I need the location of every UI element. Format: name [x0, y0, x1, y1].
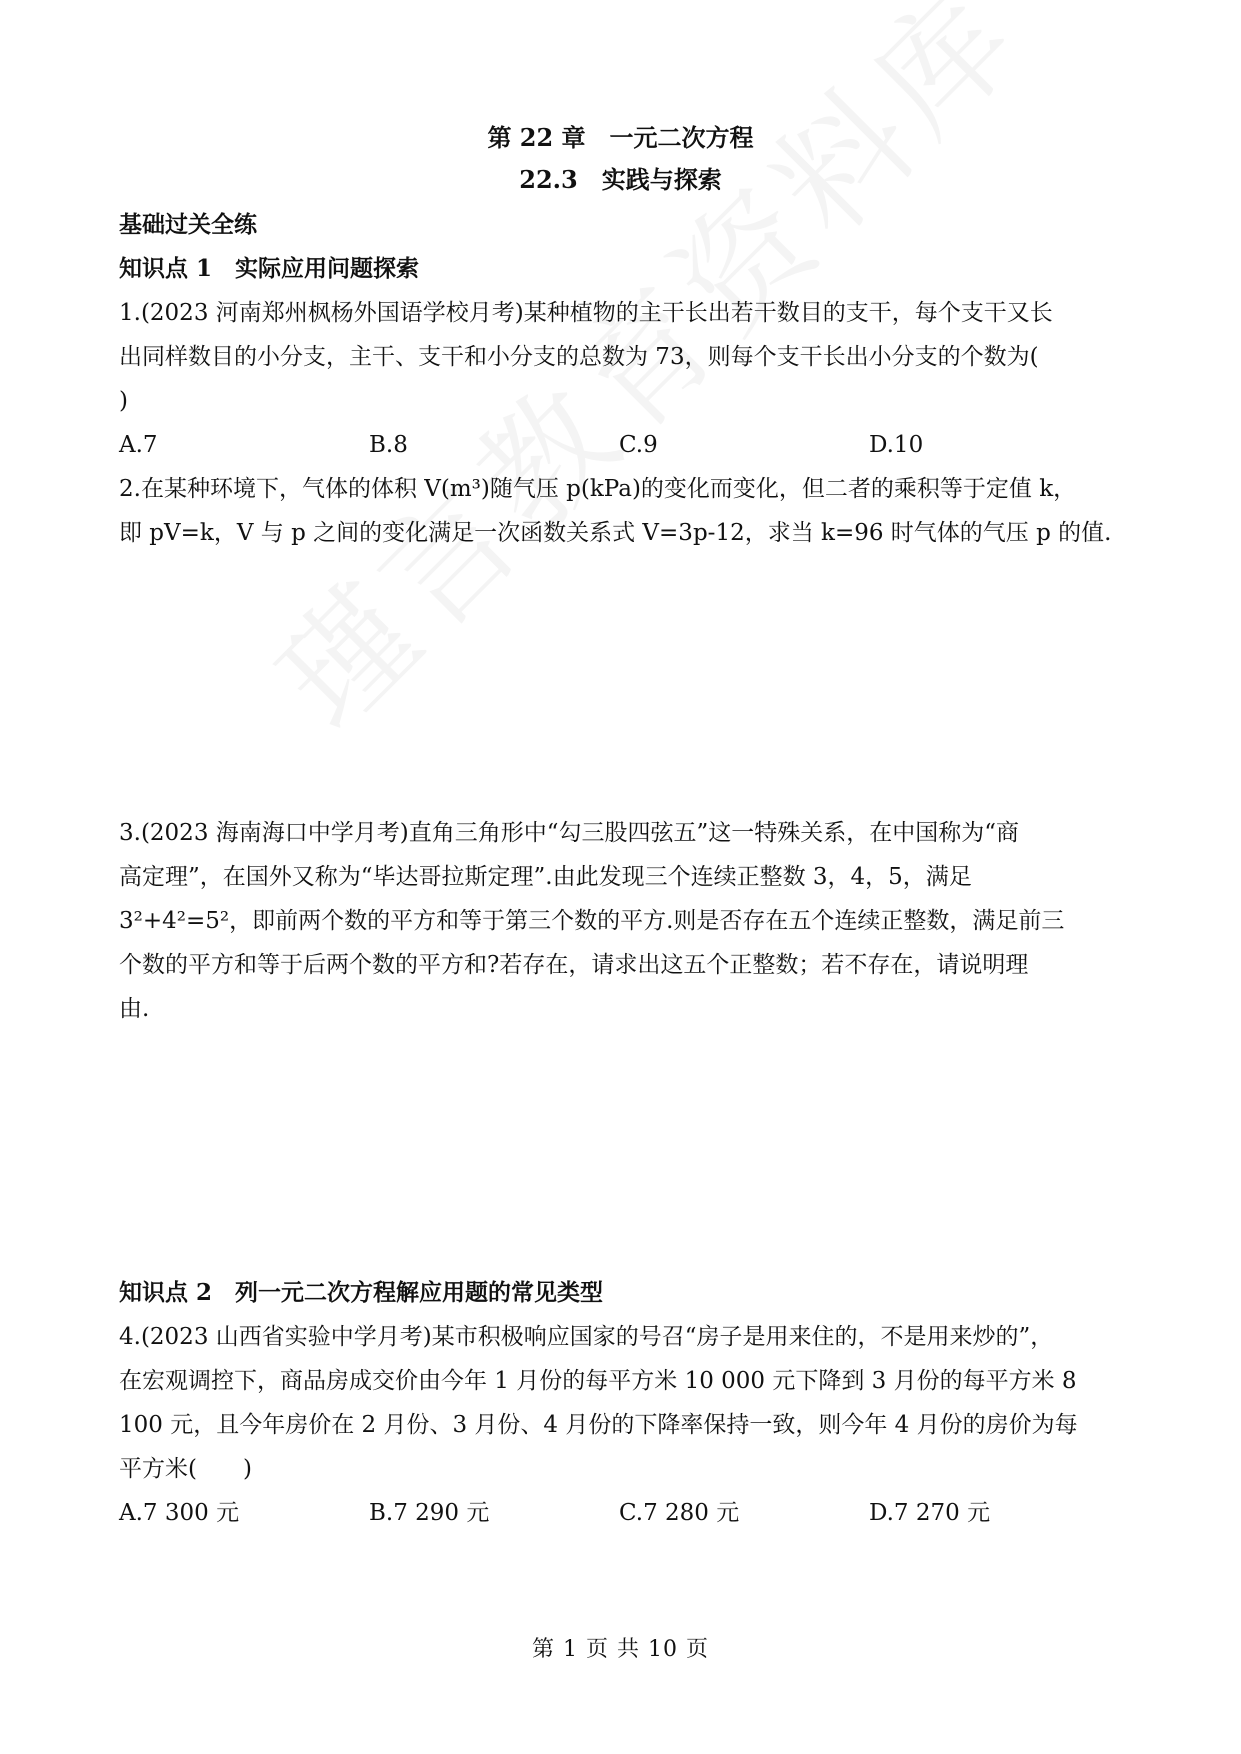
q1-option-a: A.7: [119, 432, 158, 458]
heading-knowledge-point-1: 知识点 1 实际应用问题探索: [119, 255, 420, 282]
q1-line3: ): [119, 388, 128, 414]
q4-line4: 平方米( ): [119, 1456, 252, 1482]
q1-line2: 出同样数目的小分支，主干、支干和小分支的总数为 73，则每个支干长出小分支的个数为(: [119, 344, 1039, 370]
q4-option-c: C.7 280 元: [619, 1500, 740, 1526]
q1-option-b: B.8: [369, 432, 408, 458]
heading-basic: 基础过关全练: [119, 211, 257, 238]
chapter-title: 第 22 章 一元二次方程: [487, 123, 754, 152]
q3-line2: 高定理”，在国外又称为“毕达哥拉斯定理”.由此发现三个连续正整数 3，4，5，满足: [119, 864, 972, 890]
q1-line1: 1.(2023 河南郑州枫杨外国语学校月考)某种植物的主干长出若干数目的支干，每个支干又长: [119, 300, 1053, 326]
q4-line2: 在宏观调控下，商品房成交价由今年 1 月份的每平方米 10 000 元下降到 3 月份的每平方米 8: [119, 1368, 1077, 1394]
watermark: [230, 0, 1055, 762]
q1-option-d: D.10: [869, 432, 924, 458]
q1-option-c: C.9: [619, 432, 658, 458]
q3-line3: 3²+4²=5²，即前两个数的平方和等于第三个数的平方.则是否存在五个连续正整数，满足前三: [119, 908, 1065, 934]
q3-line5: 由.: [119, 996, 150, 1022]
q2-line1: 2.在某种环境下，气体的体积 V(m³)随气压 p(kPa)的变化而变化，但二者的乘积等于定值 k，: [119, 476, 1077, 502]
q4-option-d: D.7 270 元: [869, 1500, 991, 1526]
q3-line4: 个数的平方和等于后两个数的平方和?若存在，请求出这五个正整数；若不存在，请说明理: [119, 952, 1029, 978]
q2-line2: 即 pV=k，V 与 p 之间的变化满足一次函数关系式 V=3p-12，求当 k=96 时气体的气压 p 的值.: [119, 520, 1112, 546]
page-footer: 第 1 页 共 10 页: [532, 1637, 709, 1662]
section-title: 22.3 实践与探索: [519, 165, 722, 194]
q4-line1: 4.(2023 山西省实验中学月考)某市积极响应国家的号召“房子是用来住的，不是用来炒的”，: [119, 1324, 1054, 1350]
q3-line1: 3.(2023 海南海口中学月考)直角三角形中“勾三股四弦五”这一特殊关系，在中国称为“商: [119, 820, 1020, 846]
q4-option-a: A.7 300 元: [119, 1500, 240, 1526]
q4-line3: 100 元，且今年房价在 2 月份、3 月份、4 月份的下降率保持一致，则今年 4 月份的房价为每: [119, 1412, 1078, 1438]
heading-knowledge-point-2: 知识点 2 列一元二次方程解应用题的常见类型: [119, 1279, 604, 1306]
q4-option-b: B.7 290 元: [369, 1500, 490, 1526]
